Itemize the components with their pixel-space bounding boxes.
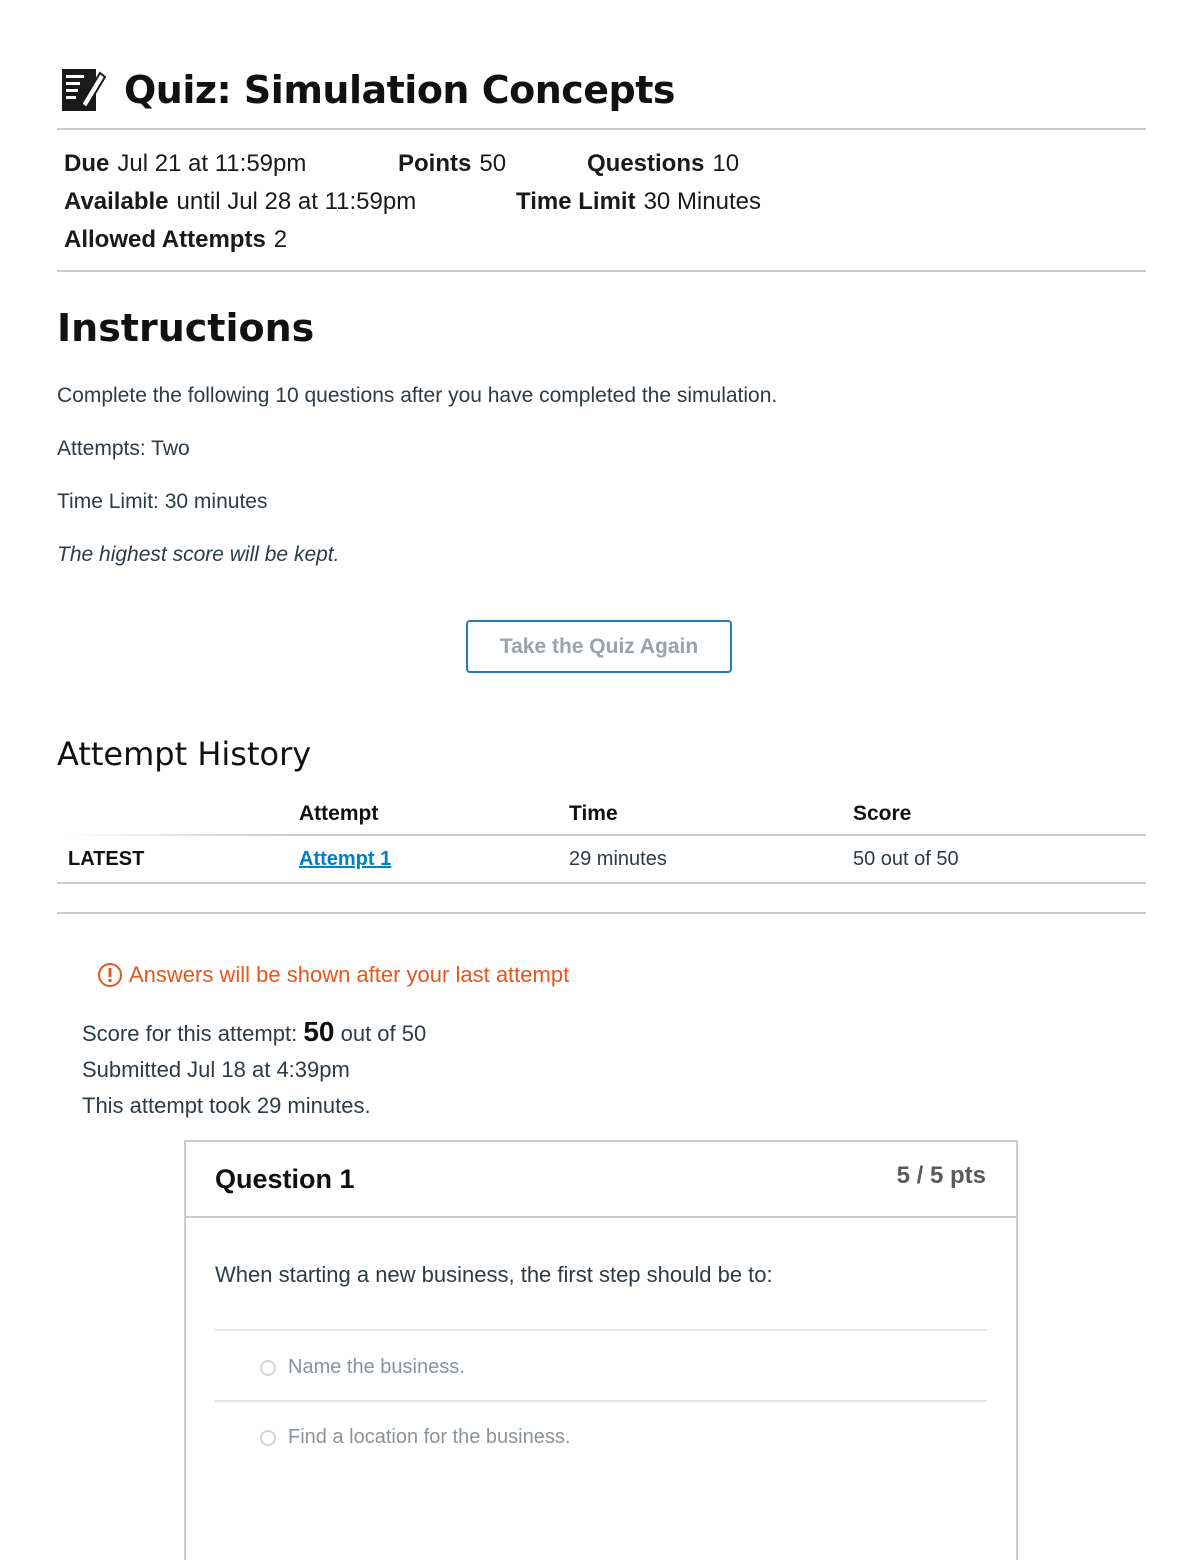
available-label: Available xyxy=(64,188,169,215)
due-value: Jul 21 at 11:59pm xyxy=(117,150,307,177)
score-prefix: Score for this attempt: xyxy=(82,1021,298,1046)
points-value: 50 xyxy=(479,150,507,177)
answers-notice-text: Answers will be shown after your last attempt xyxy=(129,962,570,987)
answer-option xyxy=(260,1356,465,1379)
answer-text: Find a location for the business. xyxy=(288,1426,571,1448)
allowed-attempts xyxy=(64,226,287,254)
attempt-time: 29 minutes xyxy=(569,848,667,870)
points xyxy=(398,150,506,178)
time-limit xyxy=(516,188,761,216)
points-label: Points xyxy=(398,150,472,177)
attempts-label: Allowed Attempts xyxy=(64,226,266,253)
due-label: Due xyxy=(64,150,110,177)
quiz-icon xyxy=(60,65,106,115)
column-header-attempt: Attempt xyxy=(299,802,379,825)
divider xyxy=(57,270,1146,272)
latest-badge: LATEST xyxy=(68,848,145,870)
attempt-history-heading: Attempt History xyxy=(57,735,312,773)
available-until xyxy=(64,188,416,216)
question-card xyxy=(184,1140,1018,1560)
divider xyxy=(57,912,1146,914)
answer-divider xyxy=(215,1400,987,1402)
due-date xyxy=(64,150,306,178)
answer-text: Name the business. xyxy=(288,1356,465,1378)
instructions-heading: Instructions xyxy=(57,306,315,350)
radio-icon xyxy=(260,1360,276,1376)
attempt-score: 50 out of 50 xyxy=(853,848,959,870)
questions-count xyxy=(587,150,739,178)
score-suffix: out of 50 xyxy=(340,1021,427,1046)
attempt-link[interactable]: Attempt 1 xyxy=(299,848,392,870)
instructions-attempts: Attempts: Two xyxy=(57,437,190,460)
answers-notice xyxy=(97,962,569,988)
instructions-time-limit: Time Limit: 30 minutes xyxy=(57,490,268,513)
attempt-score-line xyxy=(82,1016,426,1048)
answer-option xyxy=(260,1426,570,1449)
question-header xyxy=(186,1142,1016,1218)
answer-divider xyxy=(215,1329,987,1331)
question-title: Question 1 xyxy=(215,1164,355,1194)
submitted-date: Submitted Jul 18 at 4:39pm xyxy=(82,1057,350,1082)
radio-icon xyxy=(260,1430,276,1446)
time-limit-value: 30 Minutes xyxy=(643,188,761,215)
question-text: When starting a new business, the first step should be to: xyxy=(215,1262,773,1287)
column-header-score: Score xyxy=(853,802,912,825)
score-value: 50 xyxy=(303,1016,335,1047)
take-quiz-again-button[interactable]: Take the Quiz Again xyxy=(466,620,732,673)
column-header-time: Time xyxy=(569,802,618,825)
divider xyxy=(57,128,1146,130)
attempt-duration: This attempt took 29 minutes. xyxy=(82,1093,371,1118)
instructions-scoring: The highest score will be kept. xyxy=(57,543,340,566)
table-row-divider xyxy=(57,882,1146,884)
attempts-value: 2 xyxy=(273,226,288,253)
time-limit-label: Time Limit xyxy=(516,188,636,215)
question-points: 5 / 5 pts xyxy=(896,1162,986,1189)
available-value: until Jul 28 at 11:59pm xyxy=(176,188,417,215)
warning-icon xyxy=(97,962,123,988)
title-row xyxy=(60,62,675,118)
questions-label: Questions xyxy=(587,150,705,177)
page-title: Quiz: Simulation Concepts xyxy=(124,68,676,112)
questions-value: 10 xyxy=(712,150,740,177)
instructions-text: Complete the following 10 questions after you have completed the simulation. xyxy=(57,384,778,407)
table-header-divider xyxy=(57,834,1146,836)
